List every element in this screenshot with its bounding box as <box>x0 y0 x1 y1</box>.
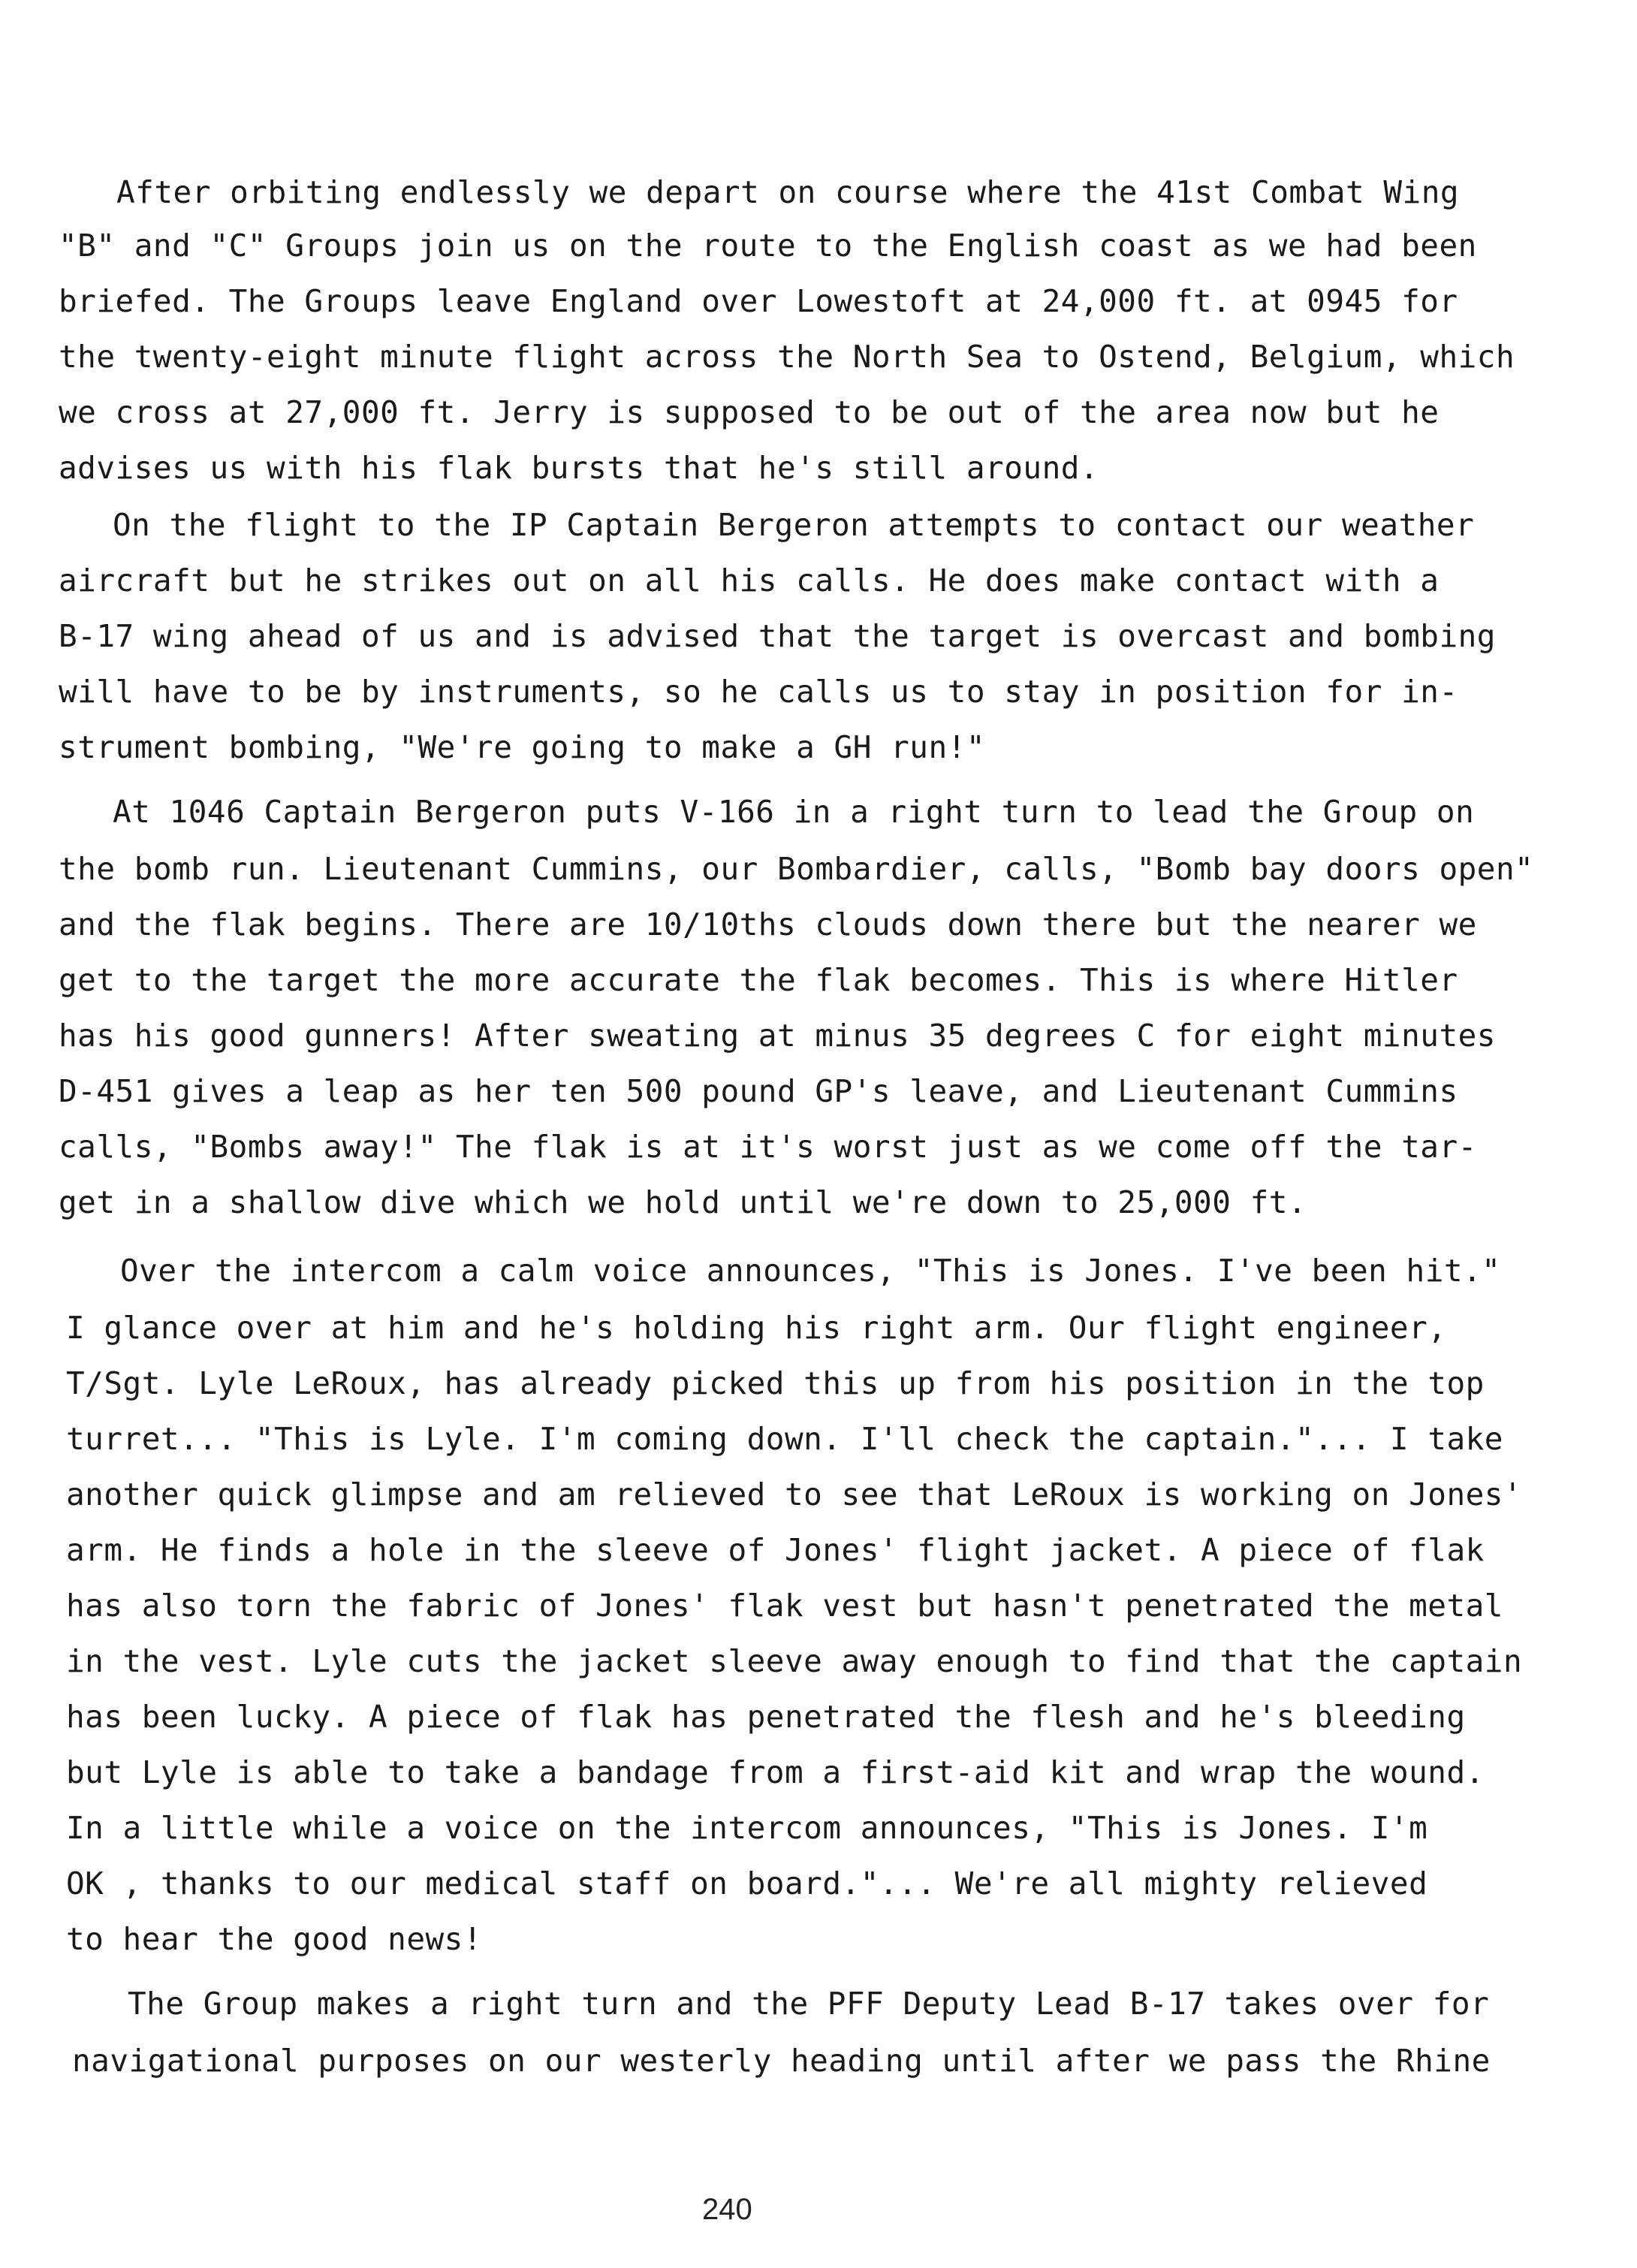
text-line: and the flak begins. There are 10/10ths clouds down there but the nearer we <box>59 906 1477 942</box>
text-line: but Lyle is able to take a bandage from a first-aid kit and wrap the wound. <box>66 1754 1485 1790</box>
text-line: B-17 wing ahead of us and is advised that the target is overcast and bombing <box>59 618 1496 654</box>
page-number: 240 <box>702 2193 752 2226</box>
text-line: OK , thanks to our medical staff on board."... We're all mighty relieved <box>66 1865 1428 1902</box>
text-line: has also torn the fabric of Jones' flak vest but hasn't penetrated the metal <box>66 1588 1503 1624</box>
text-line: the twenty-eight minute flight across the North Sea to Ostend, Belgium, which <box>59 339 1515 375</box>
text-line: the bomb run. Lieutenant Cummins, our Bombardier, calls, "Bomb bay doors open" <box>59 851 1534 887</box>
text-line: advises us with his flak bursts that he's still around. <box>59 450 1099 486</box>
text-line: get in a shallow dive which we hold until we're down to 25,000 ft. <box>59 1184 1307 1220</box>
text-line: will have to be by instruments, so he calls us to stay in position for in- <box>59 674 1458 710</box>
text-line: in the vest. Lyle cuts the jacket sleeve away enough to find that the captain <box>66 1643 1523 1679</box>
text-line: Over the intercom a calm voice announces, "This is Jones. I've been hit." <box>120 1253 1501 1289</box>
text-line: has his good gunners! After sweating at minus 35 degrees C for eight minutes <box>59 1018 1496 1054</box>
text-line: D-451 gives a leap as her ten 500 pound GP's leave, and Lieutenant Cummins <box>59 1073 1458 1109</box>
text-line: aircraft but he strikes out on all his calls. He does make contact with a <box>59 562 1440 599</box>
text-line: arm. He finds a hole in the sleeve of Jones' flight jacket. A piece of flak <box>66 1532 1485 1568</box>
text-line: briefed. The Groups leave England over Lowestoft at 24,000 ft. at 0945 for <box>59 283 1458 319</box>
text-line: another quick glimpse and am relieved to see that LeRoux is working on Jones' <box>66 1476 1523 1513</box>
text-line: strument bombing, "We're going to make a GH run!" <box>59 729 986 765</box>
text-line: navigational purposes on our westerly heading until after we pass the Rhine <box>72 2043 1491 2079</box>
text-line: In a little while a voice on the intercom announces, "This is Jones. I'm <box>66 1810 1428 1846</box>
text-line: calls, "Bombs away!" The flak is at it's worst just as we come off the tar- <box>59 1129 1477 1165</box>
text-line: On the flight to the IP Captain Bergeron attempts to contact our weather <box>113 507 1475 543</box>
text-line: "B" and "C" Groups join us on the route to the English coast as we had been <box>59 228 1477 264</box>
text-line: I glance over at him and he's holding his right arm. Our flight engineer, <box>66 1310 1447 1346</box>
text-line: we cross at 27,000 ft. Jerry is supposed to be out of the area now but he <box>59 394 1440 430</box>
text-line: At 1046 Captain Bergeron puts V-166 in a right turn to lead the Group on <box>113 794 1475 830</box>
text-line: T/Sgt. Lyle LeRoux, has already picked this up from his position in the top <box>66 1365 1485 1401</box>
text-line: has been lucky. A piece of flak has penetrated the flesh and he's bleeding <box>66 1699 1466 1735</box>
text-line: The Group makes a right turn and the PFF Deputy Lead B-17 takes over for <box>128 1986 1490 2022</box>
text-line: get to the target the more accurate the flak becomes. This is where Hitler <box>59 962 1458 998</box>
text-line: to hear the good news! <box>66 1921 483 1957</box>
text-line: turret... "This is Lyle. I'm coming down. I'll check the captain."... I take <box>66 1421 1503 1457</box>
text-line: After orbiting endlessly we depart on course where the 41st Combat Wing <box>116 174 1460 210</box>
